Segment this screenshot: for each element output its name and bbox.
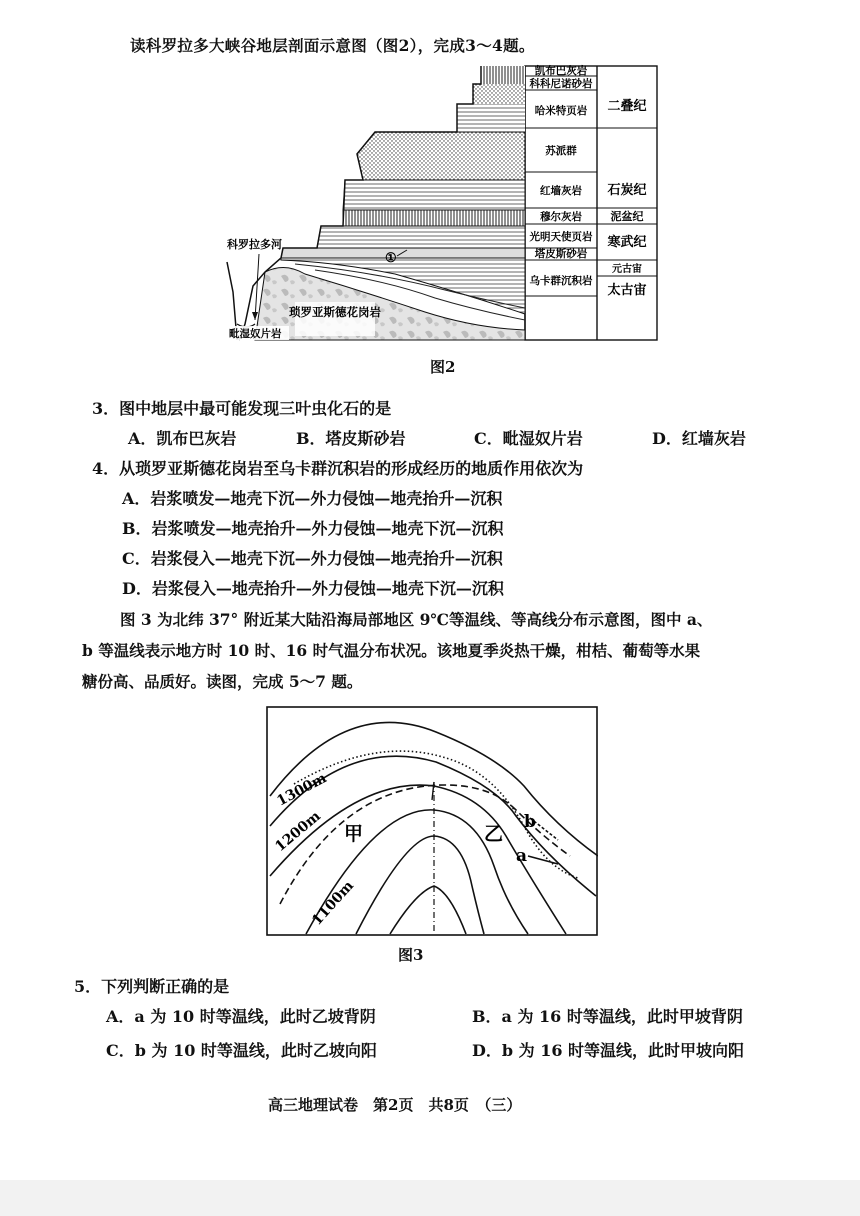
fig3-intro-paragraph: [82, 604, 782, 697]
q4-option-c: C．岩浆侵入—地壳下沉—外力侵蚀—地壳抬升—沉积: [122, 549, 503, 568]
q3-option-d: D．红墙灰岩: [652, 429, 746, 448]
period-label: 石炭纪: [607, 183, 647, 198]
q5-option-d: D．b 为 16 时等温线，此时甲坡向阳: [472, 1041, 745, 1060]
q3-option-a: A．凯布巴灰岩: [128, 429, 237, 448]
stratum-label: 苏派群: [545, 145, 577, 157]
q5-option-c: C．b 为 10 时等温线，此时乙坡向阳: [106, 1041, 377, 1060]
stratum-label: 红墙灰岩: [540, 185, 582, 197]
period-label: 泥盆纪: [610, 210, 644, 223]
contour-label-1100: 1100m: [309, 878, 357, 929]
period-label: 二叠纪: [607, 99, 647, 114]
paragraph-line: 图 3 为北纬 37° 附近某大陆沿海局部地区 9℃等温线、等高线分布示意图，图中 a、: [120, 610, 713, 629]
slope-label-jia: 甲: [344, 823, 364, 845]
stratum-label: 乌卡群沉积岩: [529, 275, 593, 287]
page-footer: 高三地理试卷 第2页 共8页 （三）: [268, 1096, 522, 1114]
granite-label: 琐罗亚斯德花岗岩: [289, 305, 381, 319]
q4-option-b: B．岩浆喷发—地壳抬升—外力侵蚀—地壳下沉—沉积: [122, 519, 504, 538]
q5-option-a: A．a 为 10 时等温线，此时乙坡背阴: [106, 1007, 376, 1026]
figure-3-contour-map: [266, 706, 598, 936]
stratum-label: 塔皮斯砂岩: [534, 248, 588, 260]
contour-label-1300: 1300m: [274, 770, 330, 810]
q5-option-b: B．a 为 16 时等温线，此时甲坡背阴: [472, 1007, 743, 1026]
scan-bottom-margin: [0, 1180, 860, 1216]
river-label: 科罗拉多河: [227, 238, 282, 251]
stratum-label: 哈米特页岩: [534, 105, 588, 117]
isotherm-label-a: a: [516, 846, 528, 866]
period-label: 太古宙: [607, 283, 647, 298]
figure-2-grand-canyon-section: [225, 62, 675, 344]
q3-stem: 3．图中地层中最可能发现三叶虫化石的是: [92, 399, 392, 418]
q3-option-c: C．毗湿奴片岩: [474, 429, 583, 448]
period-label: 寒武纪: [607, 235, 647, 250]
q4-option-a: A．岩浆喷发—地壳下沉—外力侵蚀—地壳抬升—沉积: [122, 489, 503, 508]
isotherm-label-b: b: [524, 812, 536, 832]
q4-option-d: D．岩浆侵入—地壳抬升—外力侵蚀—地壳下沉—沉积: [122, 579, 504, 598]
contour-label-1200: 1200m: [272, 808, 324, 856]
stratum-label: 科科尼诺砂岩: [529, 78, 593, 90]
paragraph-line: b 等温线表示地方时 10 时、16 时气温分布状况。该地夏季炎热干燥，柑桔、葡萄等水果: [82, 641, 701, 660]
q5-stem: 5．下列判断正确的是: [74, 977, 230, 996]
q3-option-b: B．塔皮斯砂岩: [296, 429, 406, 448]
q4-stem: 4．从琐罗亚斯德花岗岩至乌卡群沉积岩的形成经历的地质作用依次为: [92, 459, 584, 478]
slope-label-yi: 乙: [484, 823, 504, 845]
period-label: 元古宙: [612, 264, 642, 275]
figure-3-caption: 图3: [398, 946, 424, 964]
stratum-label: 凯布巴灰岩: [534, 65, 588, 77]
schist-label: 毗湿奴片岩: [229, 328, 282, 340]
figure-2-caption: 图2: [430, 358, 456, 376]
marker-1: ①: [385, 251, 397, 266]
stratum-label: 穆尔灰岩: [540, 211, 582, 223]
paragraph-line: 糖份高、品质好。读图，完成 5～7 题。: [82, 672, 363, 691]
stratum-label: 光明天使页岩: [529, 231, 593, 243]
intro-text: 读科罗拉多大峡谷地层剖面示意图（图2），完成3～4题。: [130, 36, 535, 55]
